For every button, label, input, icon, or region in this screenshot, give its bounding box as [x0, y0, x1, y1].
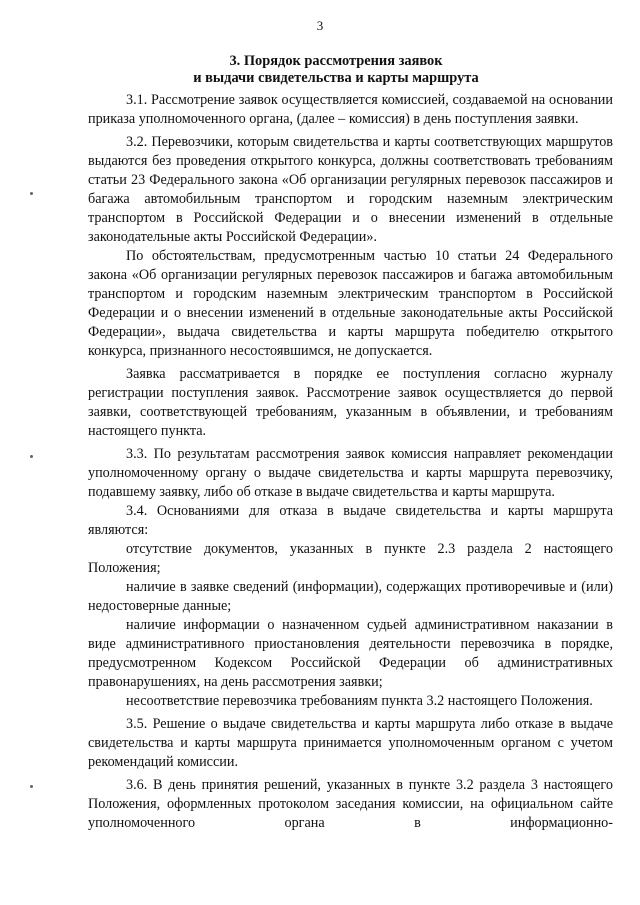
scan-speck	[30, 455, 33, 458]
paragraph-3-1: 3.1. Рассмотрение заявок осуществляется комиссией, создаваемой на основании приказа уполномоченного органа, (далее – комиссия) в день поступления заявки.	[88, 92, 613, 127]
paragraph-3-5: 3.5. Решение о выдаче свидетельства и карты маршрута либо отказе в выдаче свидетельства и карты маршрута принимается уполномоченным органом с учетом рекомендаций комиссии.	[88, 716, 613, 770]
paragraph-3-6: 3.6. В день принятия решений, указанных в пункте 3.2 раздела 3 настоящего Положения, оформленных протоколом заседания комиссии, на официальном сайте уполномоченного органа в информационно-	[88, 777, 613, 831]
document-body	[88, 91, 613, 833]
refusal-reason-3: наличие информации о назначенном судьей административном наказании в виде административного приостановления деятельности перевозчика в порядке, предусмотренном Кодексом Российской Федерации об административных правонарушениях, на день рассмотрения заявки;	[88, 617, 613, 690]
section-heading-line-1: 3. Порядок рассмотрения заявок	[229, 53, 443, 69]
paragraph-3-2: 3.2. Перевозчики, которым свидетельства и карты соответствующих маршрутов выдаются без проведения открытого конкурса, должны соответствовать требованиям статьи 23 Федерального закона «Об организации регулярных перевозок пассажиров и багажа автомобильным транспортом и городским наземным электрическим транспортом в Российской Федерации и о внесении изменений в отдельные законодательные акты Российской Федерации».	[88, 134, 613, 245]
refusal-reason-4: несоответствие перевозчика требованиям пункта 3.2 настоящего Положения.	[126, 693, 593, 709]
scan-speck	[30, 785, 33, 788]
paragraph-3-2-order: Заявка рассматривается в порядке ее поступления согласно журналу регистрации поступления заявок. Рассмотрение заявок осуществляется до первой заявки, соответствующей требованиям, указанным в объявлении, и требованиям настоящего пункта.	[88, 366, 613, 439]
refusal-reason-1: отсутствие документов, указанных в пункте 2.3 раздела 2 настоящего Положения;	[88, 541, 613, 576]
refusal-reason-2: наличие в заявке сведений (информации), содержащих противоречивые и (или) недостоверные данные;	[88, 579, 613, 614]
scan-speck	[30, 192, 33, 195]
paragraph-3-2-circumstances: По обстоятельствам, предусмотренным частью 10 статьи 24 Федерального закона «Об организации регулярных перевозок пассажиров и багажа автомобильным транспортом и городским наземным электрическим транспортом в Российской Федерации и о внесении изменений в отдельные законодательные акты Российской Федерации», выдача свидетельства и карты маршрута победителю открытого конкурса, признанного несостоявшимся, не допускается.	[88, 248, 613, 359]
section-heading-line-2: и выдачи свидетельства и карты маршрута	[193, 70, 479, 86]
section-heading	[70, 53, 602, 87]
page-number: 3	[316, 18, 324, 33]
paragraph-3-4: 3.4. Основаниями для отказа в выдаче свидетельства и карты маршрута являются:	[88, 503, 613, 538]
paragraph-3-3: 3.3. По результатам рассмотрения заявок комиссия направляет рекомендации уполномоченному органу о выдаче свидетельства и карты маршрута перевозчику, подавшему заявку, либо об отказе в выдаче свидетельства и карты маршрута.	[88, 446, 613, 500]
